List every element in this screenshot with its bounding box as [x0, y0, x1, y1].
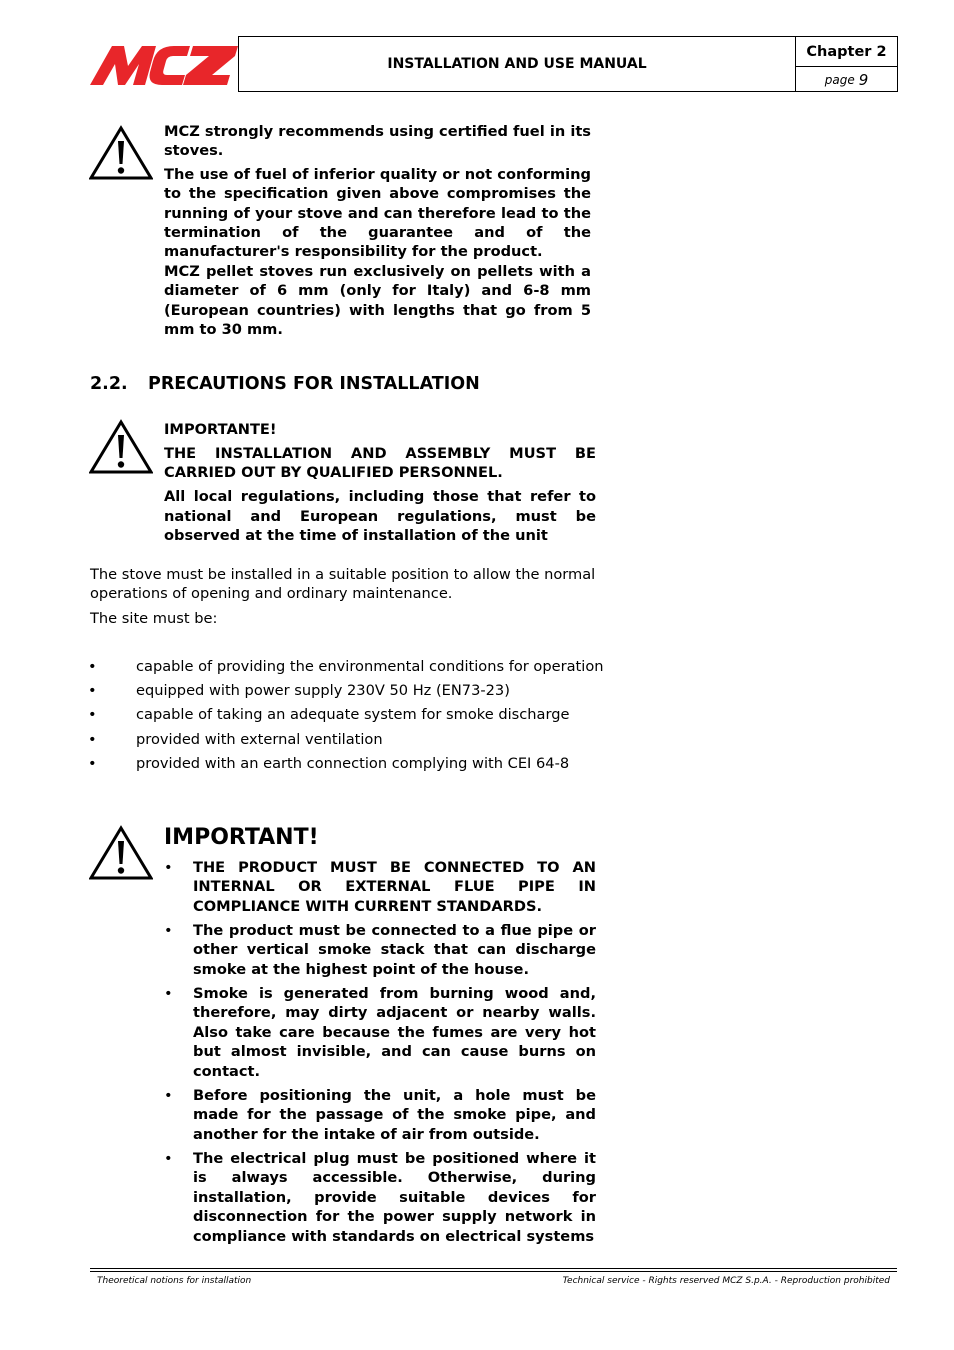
list-item: • Smoke is generated from burning wood and, therefore, may dirty adjacent or nearby walls. Also take care because the fumes are very hot but almost invisible, and can cause burns on contact. — [164, 984, 596, 1081]
fuel-warning-text — [164, 122, 591, 339]
list-item: • provided with external ventilation — [90, 730, 630, 754]
warning-triangle-icon — [89, 125, 153, 181]
section-heading — [90, 374, 480, 394]
list-item: • The product must be connected to a flue pipe or other vertical smoke stack that can discharge smoke at the highest point of the house. — [164, 921, 596, 979]
install-warning-text — [164, 420, 596, 546]
footer-right-text: Technical service - Rights reserved MCZ S.p.A. - Reproduction prohibited — [562, 1276, 890, 1286]
fuel-warning-line3: MCZ pellet stoves run exclusively on pellets with a diameter of 6 mm (only for Italy) and 6-8 mm (European countries) with lengths that go from 5 mm to 30 mm. — [164, 262, 591, 339]
section-title: PRECAUTIONS FOR INSTALLATION — [148, 374, 480, 394]
body-para1: The stove must be installed in a suitable position to allow the normal operations of opening and ordinary maintenance. — [90, 566, 596, 603]
footer-left-text: Theoretical notions for installation — [97, 1276, 252, 1286]
install-warning-line2: All local regulations, including those that refer to national and European regulations, must be observed at the time of installation of the unit — [164, 488, 596, 545]
body-para2: The site must be: — [90, 610, 218, 628]
list-item: • THE PRODUCT MUST BE CONNECTED TO AN INTERNAL OR EXTERNAL FLUE PIPE IN COMPLIANCE WITH CURRENT STANDARDS. — [164, 858, 596, 916]
list-item: • provided with an earth connection complying with CEI 64-8 — [90, 754, 630, 778]
mcz-logo — [90, 42, 238, 88]
warning-triangle-icon — [89, 825, 153, 881]
page-indicator — [796, 67, 897, 92]
fuel-warning-line1: MCZ strongly recommends using certified fuel in its stoves. — [164, 123, 591, 160]
section-number: 2.2. — [90, 374, 128, 394]
list-item: • equipped with power supply 230V 50 Hz (EN73-23) — [90, 681, 630, 705]
install-warning-line1: THE INSTALLATION AND ASSEMBLY MUST BE CARRIED OUT BY QUALIFIED PERSONNEL. — [164, 445, 596, 482]
header-chapter-box — [795, 36, 898, 92]
list-item: • capable of taking an adequate system for smoke discharge — [90, 705, 630, 729]
page-label: page — [824, 72, 855, 87]
manual-title: INSTALLATION AND USE MANUAL — [387, 56, 647, 72]
install-warning-title: IMPORTANTE! — [164, 421, 277, 438]
body-text — [90, 565, 604, 629]
header-title — [238, 36, 796, 92]
list-item: • Before positioning the unit, a hole must be made for the passage of the smoke pipe, and another for the intake of air from outside. — [164, 1086, 596, 1144]
footer-divider — [90, 1271, 897, 1272]
warning-triangle-icon — [89, 419, 153, 475]
fuel-warning-line2: The use of fuel of inferior quality or not conforming to the specification given above compromises the running of your stove and can therefore lead to the termination of the guarantee and of the manufacturer's responsibility for the product. — [164, 165, 591, 261]
chapter-label: Chapter 2 — [796, 37, 897, 67]
site-requirements-list — [90, 657, 630, 778]
list-item: • capable of providing the environmental conditions for operation — [90, 657, 630, 681]
list-item: • The electrical plug must be positioned where it is always accessible. Otherwise, during installation, provide suitable devices for disconnection for the power supply network in compliance with standards on electrical systems — [164, 1149, 596, 1246]
important-list — [164, 858, 596, 1251]
important-title: IMPORTANT! — [164, 825, 319, 850]
page-number: 9 — [858, 70, 869, 89]
footer-divider — [90, 1268, 897, 1269]
